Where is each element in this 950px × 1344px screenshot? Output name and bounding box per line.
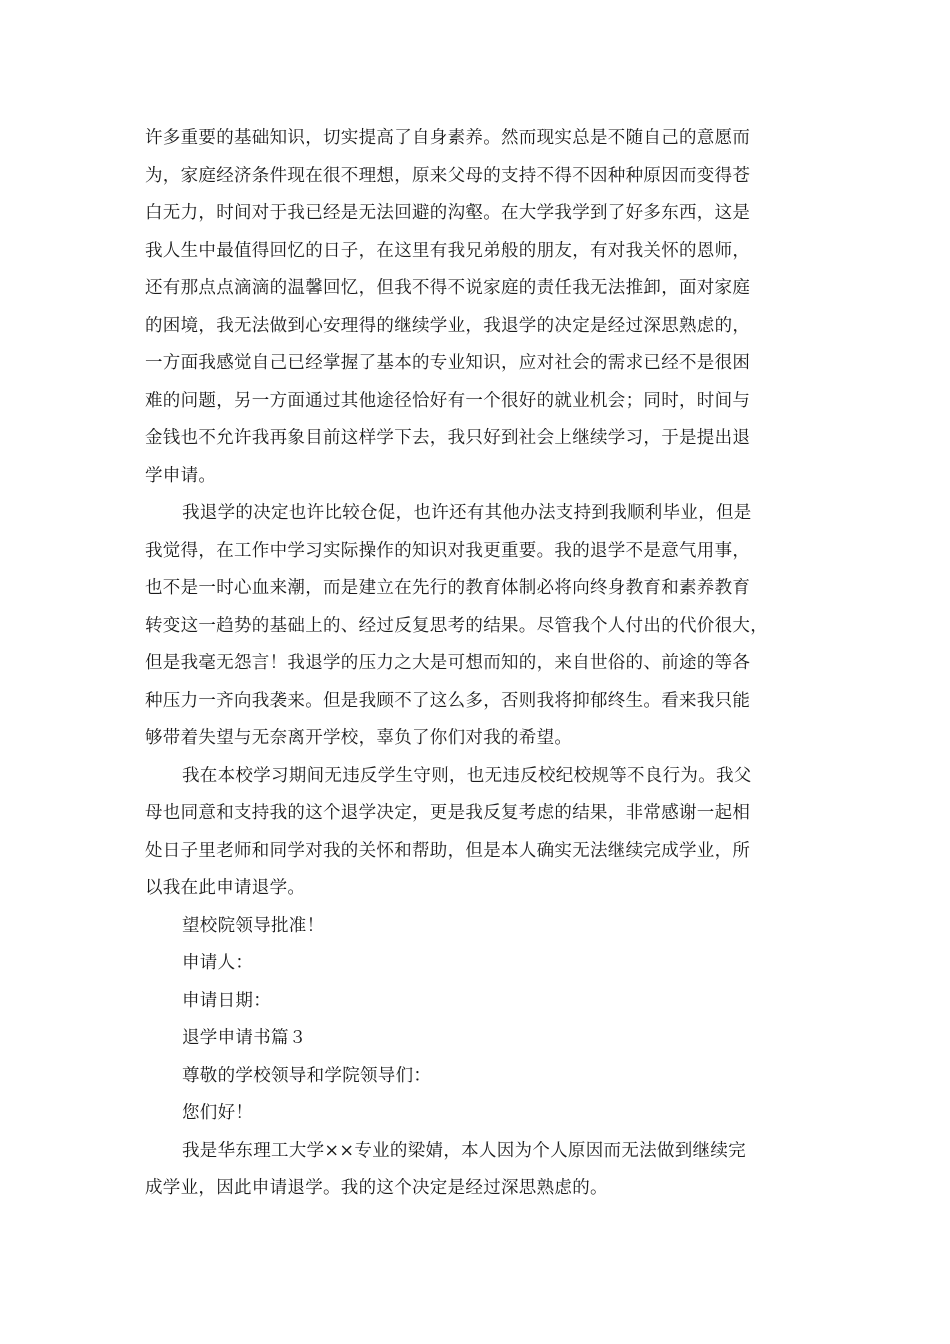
text-line: 还有那点点滴滴的温馨回忆，但我不得不说家庭的责任我无法推卸，面对家庭 bbox=[145, 278, 751, 298]
text-line: 成学业，因此申请退学。我的这个决定是经过深思熟虑的。 bbox=[145, 1178, 608, 1198]
text-line: 也不是一时心血来潮，而是建立在先行的教育体制必将向终身教育和素养教育 bbox=[145, 578, 751, 598]
paragraph bbox=[145, 758, 805, 908]
text-line: 处日子里老师和同学对我的关怀和帮助，但是本人确实无法继续完成学业，所 bbox=[145, 840, 751, 861]
text-line: 我人生中最值得回忆的日子，在这里有我兄弟般的朋友，有对我关怀的恩师， bbox=[145, 240, 751, 261]
text-line: 金钱也不允许我再象目前这样学下去，我只好到社会上继续学习，于是提出退 bbox=[145, 428, 751, 448]
text-line: 难的问题，另一方面通过其他途径恰好有一个很好的就业机会；同时，时间与 bbox=[145, 390, 751, 411]
text-line: 您们好！ bbox=[182, 1103, 254, 1123]
paragraph bbox=[145, 120, 805, 495]
text-line: 我觉得，在工作中学习实际操作的知识对我更重要。我的退学不是意气用事， bbox=[145, 540, 751, 561]
text-line: 以我在此申请退学。 bbox=[145, 878, 306, 898]
text-line: 为，家庭经济条件现在很不理想，原来父母的支持不得不因种种原因而变得苍 bbox=[145, 165, 751, 186]
document-page bbox=[145, 120, 805, 1208]
text-line: 退学申请书篇３ bbox=[182, 1028, 307, 1048]
paragraph bbox=[145, 1058, 805, 1096]
paragraph bbox=[145, 495, 805, 758]
text-line: 我是华东理工大学××专业的梁婧，本人因为个人原因而无法做到继续完 bbox=[182, 1140, 746, 1161]
paragraph bbox=[145, 1133, 805, 1208]
text-line: 的困境，我无法做到心安理得的继续学业，我退学的决定是经过深思熟虑的， bbox=[145, 315, 751, 336]
text-line: 望校院领导批准！ bbox=[182, 915, 325, 936]
text-line: 白无力，时间对于我已经是无法回避的沟壑。在大学我学到了好多东西，这是 bbox=[145, 203, 751, 223]
text-line: 一方面我感觉自己已经掌握了基本的专业知识，应对社会的需求已经不是很困 bbox=[145, 353, 751, 373]
text-line: 学申请。 bbox=[145, 465, 217, 486]
paragraph bbox=[145, 1020, 805, 1058]
text-line: 但是我毫无怨言！我退学的压力之大是可想而知的，来自世俗的、前途的等各 bbox=[145, 653, 751, 673]
text-line: 我在本校学习期间无违反学生守则，也无违反校纪校规等不良行为。我父 bbox=[182, 765, 752, 786]
text-line: 转变这一趋势的基础上的、经过反复思考的结果。尽管我个人付出的代价很大， bbox=[145, 615, 768, 636]
text-line: 尊敬的学校领导和学院领导们： bbox=[182, 1065, 432, 1086]
text-line: 母也同意和支持我的这个退学决定，更是我反复考虑的结果，非常感谢一起相 bbox=[145, 803, 751, 823]
paragraph bbox=[145, 908, 805, 946]
text-line: 申请人： bbox=[182, 953, 254, 973]
paragraph bbox=[145, 1095, 805, 1133]
text-line: 申请日期： bbox=[182, 990, 271, 1011]
text-line: 我退学的决定也许比较仓促，也许还有其他办法支持到我顺利毕业，但是 bbox=[182, 503, 752, 523]
text-line: 许多重要的基础知识，切实提高了自身素养。然而现实总是不随自己的意愿而 bbox=[145, 128, 751, 148]
text-line: 够带着失望与无奈离开学校，辜负了你们对我的希望。 bbox=[145, 728, 573, 748]
paragraph bbox=[145, 945, 805, 983]
paragraph bbox=[145, 983, 805, 1021]
text-line: 种压力一齐向我袭来。但是我顾不了这么多，否则我将抑郁终生。看来我只能 bbox=[145, 690, 751, 711]
